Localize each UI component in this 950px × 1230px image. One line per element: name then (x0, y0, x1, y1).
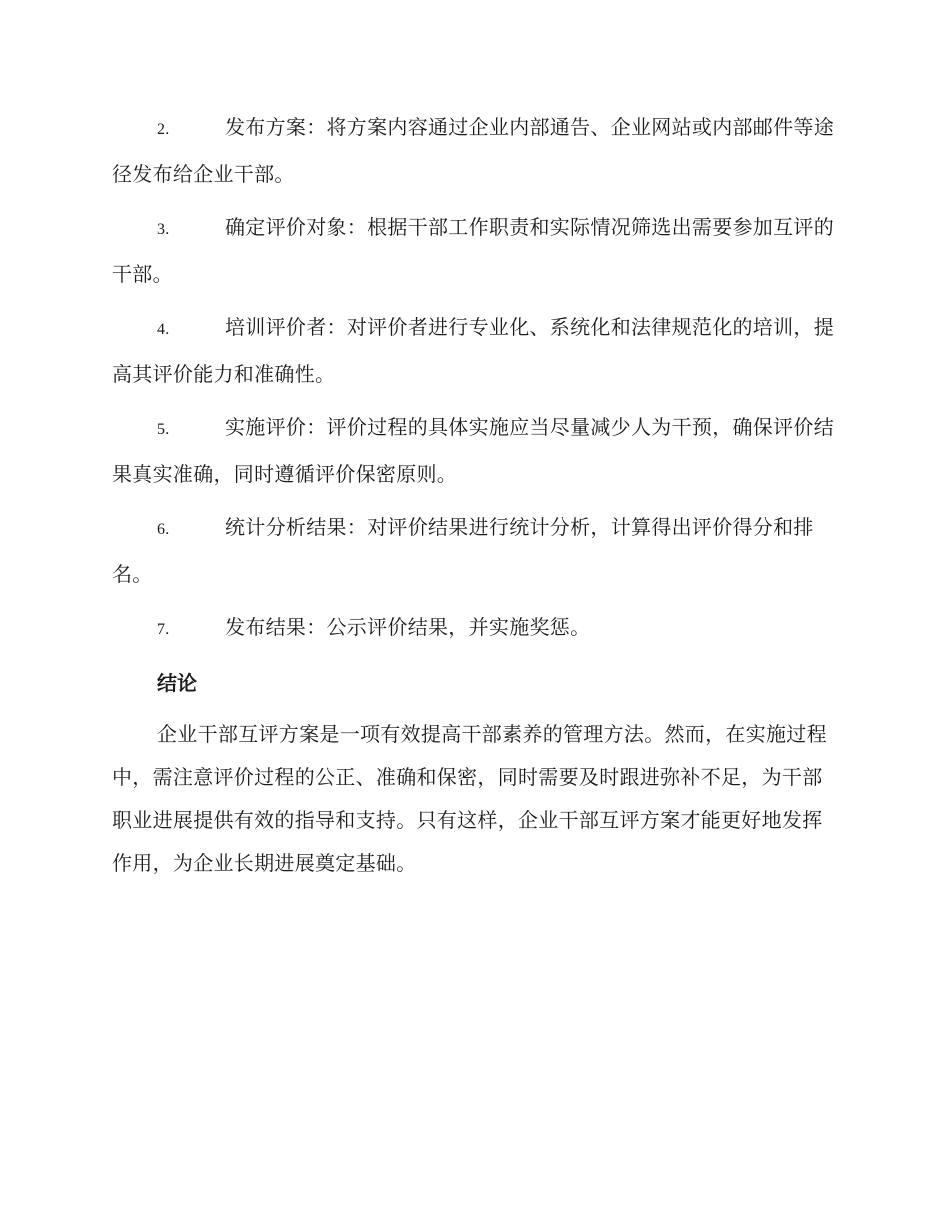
document-body (112, 105, 837, 885)
list-item-text: 实施评价：评价过程的具体实施应当尽量减少人为干预，确保评价结果真实准确，同时遵循评价保密原则。 (112, 415, 834, 486)
list-item-text: 统计分析结果：对评价结果进行统计分析，计算得出评价得分和排名。 (112, 515, 814, 586)
list-item-text: 确定评价对象：根据干部工作职责和实际情况筛选出需要参加互评的干部。 (112, 215, 834, 286)
list-item (112, 605, 837, 652)
list-item-number: 6. (157, 521, 170, 538)
list-item-number: 2. (157, 121, 170, 138)
list-item-text: 发布结果：公示评价结果，并实施奖惩。 (225, 615, 591, 639)
list-item-text: 发布方案：将方案内容通过企业内部通告、企业网站或内部邮件等途径发布给企业干部。 (112, 115, 834, 186)
list-item (112, 405, 837, 496)
list-item-number: 4. (157, 321, 170, 338)
list-item-number: 7. (157, 621, 170, 638)
list-item (112, 105, 837, 196)
list-item (112, 205, 837, 296)
list-item (112, 505, 837, 596)
list-item-text: 培训评价者：对评价者进行专业化、系统化和法律规范化的培训，提高其评价能力和准确性。 (112, 315, 834, 386)
list-item (112, 305, 837, 396)
list-item-number: 5. (157, 421, 170, 438)
conclusion-paragraph: 企业干部互评方案是一项有效提高干部素养的管理方法。然而，在实施过程中，需注意评价过程的公正、准确和保密，同时需要及时跟进弥补不足，为干部职业进展提供有效的指导和支持。只有这样，企业干部互评方案才能更好地发挥作用，为企业长期进展奠定基础。 (112, 722, 827, 875)
conclusion-heading: 结论 (157, 671, 197, 695)
list-item-number: 3. (157, 221, 170, 238)
